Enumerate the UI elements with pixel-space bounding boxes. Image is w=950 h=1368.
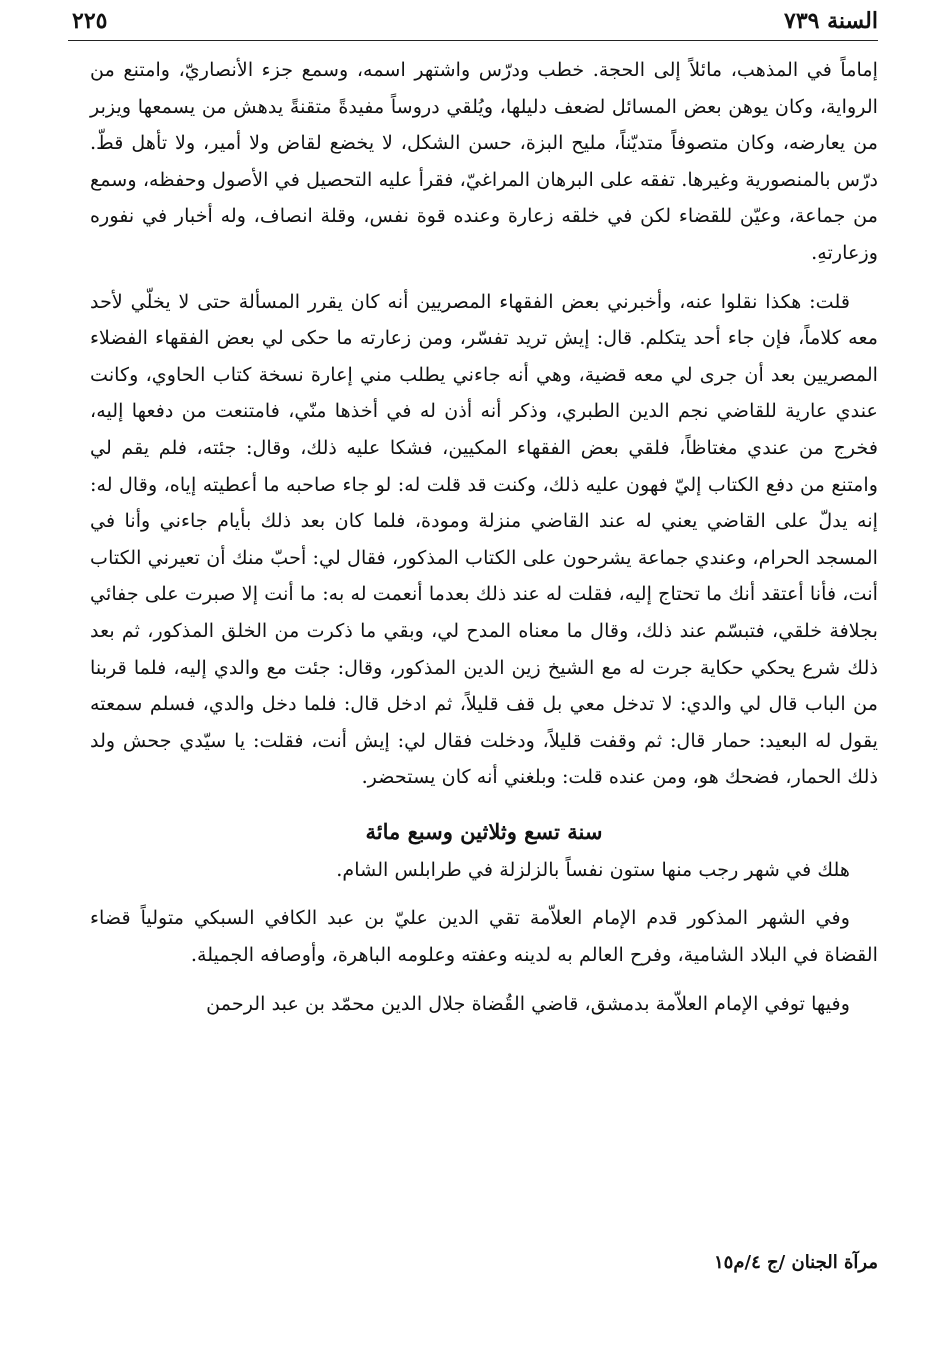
header-year: السنة ٧٣٩	[784, 8, 878, 34]
paragraph-1: إماماً في المذهب، مائلاً إلى الحجة. خطب ودرّس واشتهر اسمه، وسمع جزء الأنصاريّ، وامتنع من الرواية، وكان يوهن بعض المسائل لضعف دليلها، ويُلقي دروساً مفيدةً متقنةً يدهش من يسمعها ويزبر من يعارضه، وكان متصوفاً متديّناً، مليح البزة، حسن الشكل، لا يخضع لقاض ولا أمير، ولا تأهل قطّ. درّس بالمنصورية وغيرها. تفقه على البرهان المراغيّ، فقرأ عليه التحصيل في الأصول وحفظه، وسمع من جماعة، وعيّن للقضاء لكن في خلقه زعارة وعنده قوة نفس، وقلة انصاف، وله أخبار في نفوره وزعارتهِ.	[90, 58, 878, 264]
footer-signature: مرآة الجنان /ج ٤/م١٥	[714, 1252, 878, 1273]
page-body	[90, 52, 878, 1022]
paragraph-5: وفيها توفي الإمام العلاّمة بدمشق، قاضي القُضاة جلال الدين محمّد بن عبد الرحمن	[206, 991, 850, 1015]
paragraph-3: هلك في شهر رجب منها ستون نفساً بالزلزلة في طرابلس الشام.	[336, 857, 850, 881]
running-header	[68, 6, 878, 41]
section-title: سنة تسع وثلاثين وسبع مائة	[365, 818, 603, 844]
header-page-number: ٢٢٥	[72, 8, 108, 34]
paragraph-2: قلت: هكذا نقلوا عنه، وأخبرني بعض الفقهاء المصريين أنه كان يقرر المسألة حتى لا يخلّي لأحد معه كلاماً، فإن جاء أحد يتكلم. قال: إيش تريد تفسّر، ومن زعارته ما حكى لي بعض الفقهاء الفضلاء المصريين بعد أن جرى لي معه قضية، وهي أنه جاءني يطلب مني إعارة نسخة كتاب الحاوي، وكانت عندي عارية للقاضي نجم الدين الطبري، وذكر أنه أذن له في أخذها منّي، فامتنعت من دفعها إليه، فخرج من عندي مغتاظاً، فلقي بعض الفقهاء المكيين، فشكا عليه ذلك، وقال: جئته، فلم يقم لي وامتنع من دفع الكتاب إليّ فهون عليه ذلك، وكنت قد قلت له: لو جاء صاحبه ما أعطيته إياه، وقال له: إنه يدلّ على القاضي يعني له عند القاضي منزلة ومودة، فلما كان بعد ذلك بأيام جاءني وأنا في المسجد الحرام، وعندي جماعة يشرحون على الكتاب المذكور، فقال لي: أحبّ منك أن تعيرني الكتاب أنت، فأنا أعتقد أنك ما تحتاج إليه، فقلت له عند ذلك بعدما أنعمت له به: ما أنت إلا صبرت على جفائي بجلافة خلقي، فتبسّم عند ذلك، وقال ما معناه المدح لي، وبقي ما ذكرت من الخلق المذكور، ثم بعد ذلك شرع يحكي حكاية جرت له مع الشيخ زين الدين المذكور، وقال: جئت مع والدي إليه، فلما قربنا من الباب قال لي والدي: لا تدخل معي بل قف قليلاً، ثم ادخل قال: فلما دخل والدي، فسلم سمعته يقول له البعيد: حمار قال: ثم وقفت قليلاً، ودخلت فقال لي: إيش أنت، فقلت: يا سيّدي جحش ولد ذلك الحمار، فضحك هو، ومن عنده قلت: وبلغني أنه كان يستحضر.	[90, 289, 878, 789]
paragraph-4: وفي الشهر المذكور قدم الإمام العلاّمة تقي الدين عليّ بن عبد الكافي السبكي متولياً قضاء القضاة في البلاد الشامية، وفرح العالم به لدينه وعفته وعلومه الباهرة، وأوصافه الجميلة.	[90, 906, 878, 967]
